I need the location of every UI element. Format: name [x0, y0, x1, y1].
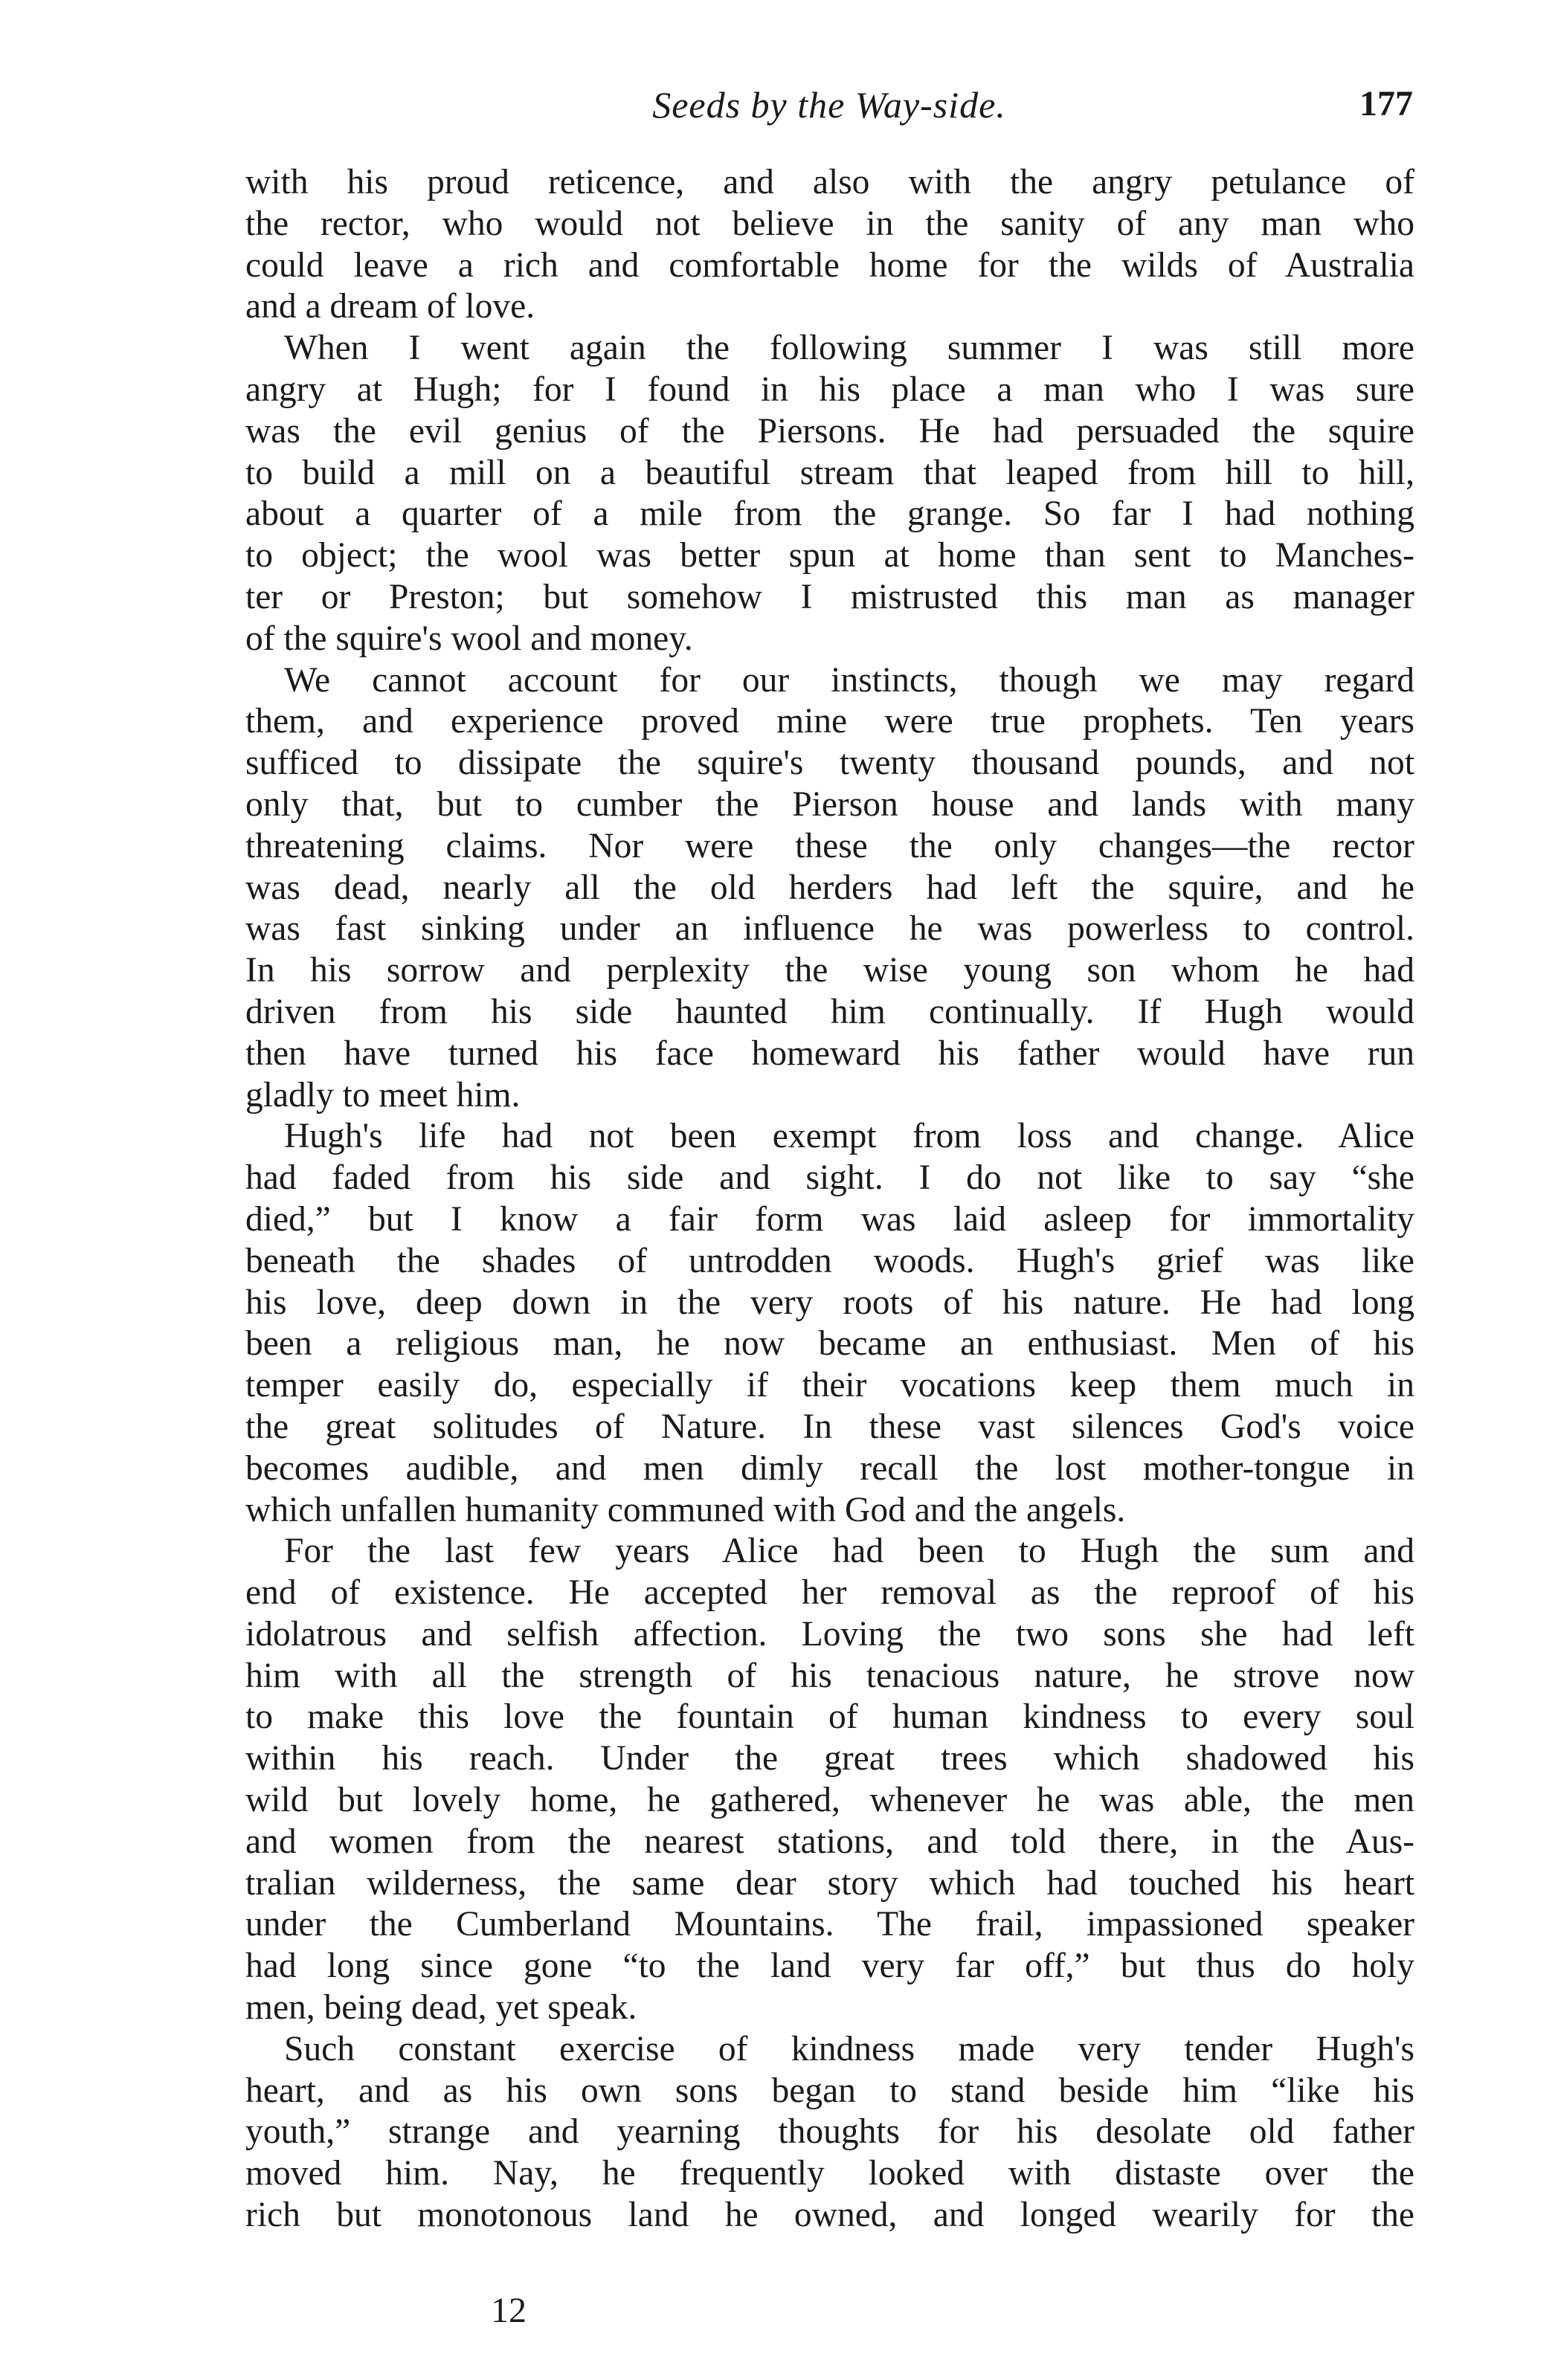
- text-line: In his sorrow and perplexity the wise young son whom he had: [245, 951, 1414, 990]
- text-line: to make this love the fountain of human kindness to every soul: [245, 1697, 1414, 1737]
- text-line: within his reach. Under the great trees which shadowed his: [245, 1739, 1414, 1778]
- text-line: beneath the shades of untrodden woods. Hugh's grief was like: [245, 1241, 1414, 1280]
- text-line: which unfallen humanity communed with God and the angels.: [245, 1490, 1126, 1529]
- text-line: end of existence. He accepted her removal as the reproof of his: [245, 1573, 1414, 1613]
- page-header: [245, 83, 1413, 150]
- text-line: We cannot account for our instincts, though we may regard: [284, 660, 1414, 700]
- text-line: to object; the wool was better spun at home than sent to Manches-: [245, 536, 1414, 575]
- text-line: driven from his side haunted him continually. If Hugh would: [245, 992, 1414, 1031]
- text-line: moved him. Nay, he frequently looked with distaste over the: [245, 2154, 1414, 2193]
- text-line: heart, and as his own sons began to stand beside him “like his: [245, 2071, 1414, 2110]
- text-line: men, being dead, yet speak.: [245, 1988, 637, 2028]
- text-line: When I went again the following summer I was still more: [284, 329, 1414, 368]
- text-line: Hugh's life had not been exempt from loss and change. Alice: [284, 1117, 1414, 1156]
- text-line: idolatrous and selfish affection. Loving the two sons she had left: [245, 1614, 1414, 1654]
- text-line: under the Cumberland Mountains. The frail, impassioned speaker: [245, 1905, 1414, 1944]
- text-line: the rector, who would not believe in the sanity of any man who: [245, 204, 1414, 243]
- text-line: could leave a rich and comfortable home for the wilds of Australia: [245, 245, 1414, 285]
- text-line: tralian wilderness, the same dear story which had touched his heart: [245, 1863, 1414, 1903]
- text-line: youth,” strange and yearning thoughts for his desolate old father: [245, 2112, 1414, 2152]
- text-line: wild but lovely home, he gathered, whenever he was able, the men: [245, 1781, 1414, 1820]
- running-title: Seeds by the Way-side.: [652, 84, 1006, 126]
- text-line: For the last few years Alice had been to Hugh the sum and: [284, 1532, 1414, 1571]
- text-line: threatening claims. Nor were these the only changes—the rector: [245, 826, 1414, 865]
- text-line: been a religious man, he now became an enthusiast. Men of his: [245, 1324, 1414, 1364]
- text-line: and a dream of love.: [245, 287, 535, 326]
- text-line: then have turned his face homeward his father would have run: [245, 1033, 1414, 1073]
- text-line: his love, deep down in the very roots of his nature. He had long: [245, 1283, 1414, 1322]
- text-line: sufficed to dissipate the squire's twenty thousand pounds, and not: [245, 744, 1414, 783]
- text-line: angry at Hugh; for I found in his place a man who I was sure: [245, 370, 1414, 409]
- text-line: had faded from his side and sight. I do not like to say “she: [245, 1158, 1414, 1198]
- text-line: about a quarter of a mile from the grange. So far I had nothing: [245, 494, 1414, 534]
- text-line: was fast sinking under an influence he was powerless to control.: [245, 909, 1414, 949]
- signature-mark: 12: [491, 2291, 527, 2330]
- text-line: temper easily do, especially if their vocations keep them much in: [245, 1366, 1414, 1405]
- page-number: 177: [1359, 84, 1413, 123]
- text-line: them, and experience proved mine were true prophets. Ten years: [245, 702, 1414, 741]
- text-line: becomes audible, and men dimly recall the lost mother-tongue in: [245, 1448, 1414, 1488]
- body-text: [245, 162, 1414, 2237]
- text-line: of the squire's wool and money.: [245, 619, 693, 658]
- text-line: ter or Preston; but somehow I mistrusted this man as manager: [245, 577, 1414, 616]
- text-line: rich but monotonous land he owned, and longed wearily for the: [245, 2196, 1414, 2235]
- text-line: died,” but I know a fair form was laid asleep for immortality: [245, 1199, 1414, 1239]
- text-line: him with all the strength of his tenacious nature, he strove now: [245, 1656, 1414, 1695]
- text-line: only that, but to cumber the Pierson house and lands with many: [245, 784, 1414, 824]
- text-line: Such constant exercise of kindness made very tender Hugh's: [284, 2029, 1414, 2068]
- text-line: the great solitudes of Nature. In these vast silences God's voice: [245, 1407, 1414, 1446]
- text-line: was dead, nearly all the old herders had left the squire, and he: [245, 868, 1414, 907]
- text-line: had long since gone “to the land very far off,” but thus do holy: [245, 1947, 1414, 1986]
- text-line: gladly to meet him.: [245, 1075, 521, 1115]
- text-line: and women from the nearest stations, and told there, in the Aus-: [245, 1822, 1414, 1861]
- text-line: was the evil genius of the Piersons. He had persuaded the squire: [245, 411, 1414, 451]
- text-line: to build a mill on a beautiful stream that leaped from hill to hill,: [245, 453, 1414, 492]
- text-line: with his proud reticence, and also with the angry petulance of: [245, 163, 1414, 201]
